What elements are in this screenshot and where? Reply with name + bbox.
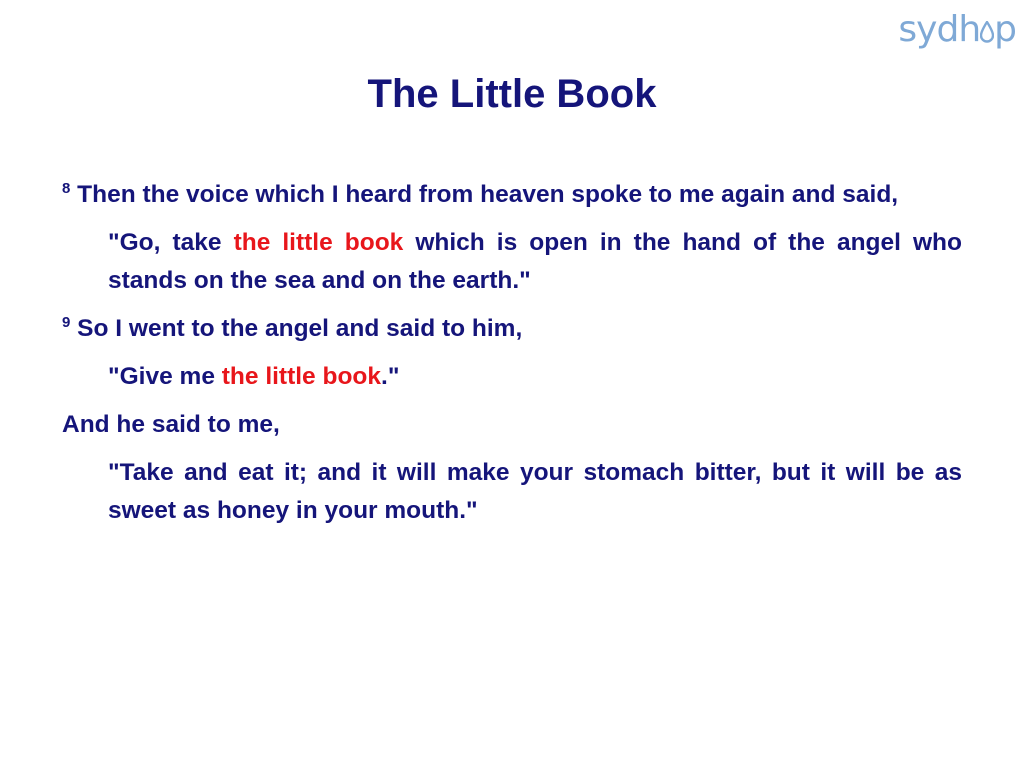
sydhop-logo: [898, 9, 1016, 50]
slide-title: The Little Book: [367, 72, 657, 116]
logo-text-start: sydh: [898, 9, 981, 50]
slide-body: [62, 176, 962, 540]
verse-text: And he said to me,: [62, 411, 280, 438]
quote-give-me: [62, 358, 962, 396]
highlight-little-book: the little book: [233, 229, 404, 256]
quote-go-take: [62, 224, 962, 300]
quote-text: "Take and eat it; and it will make your stomach bitter, but it will be as sweet as honey in your mouth.": [108, 459, 962, 524]
verse-9: [62, 310, 962, 348]
quote-take-and-eat: [62, 454, 962, 530]
verse-10-intro: [62, 406, 962, 444]
logo-text-end: p: [994, 9, 1016, 50]
verse-number: 8: [62, 180, 71, 197]
verse-text: So I went to the angel and said to him,: [77, 315, 523, 342]
highlight-little-book: the little book: [221, 363, 382, 390]
quote-text: "Go, take: [108, 229, 222, 256]
verse-8: [62, 176, 962, 214]
quote-text: which is open in the hand of the angel who stands on the sea and on the earth.": [108, 229, 962, 294]
water-drop-icon: [980, 14, 994, 36]
quote-text: .": [381, 363, 400, 390]
verse-number: 9: [62, 314, 71, 331]
verse-text: Then the voice which I heard from heaven spoke to me again and said,: [77, 181, 899, 208]
quote-text: "Give me: [108, 363, 215, 390]
